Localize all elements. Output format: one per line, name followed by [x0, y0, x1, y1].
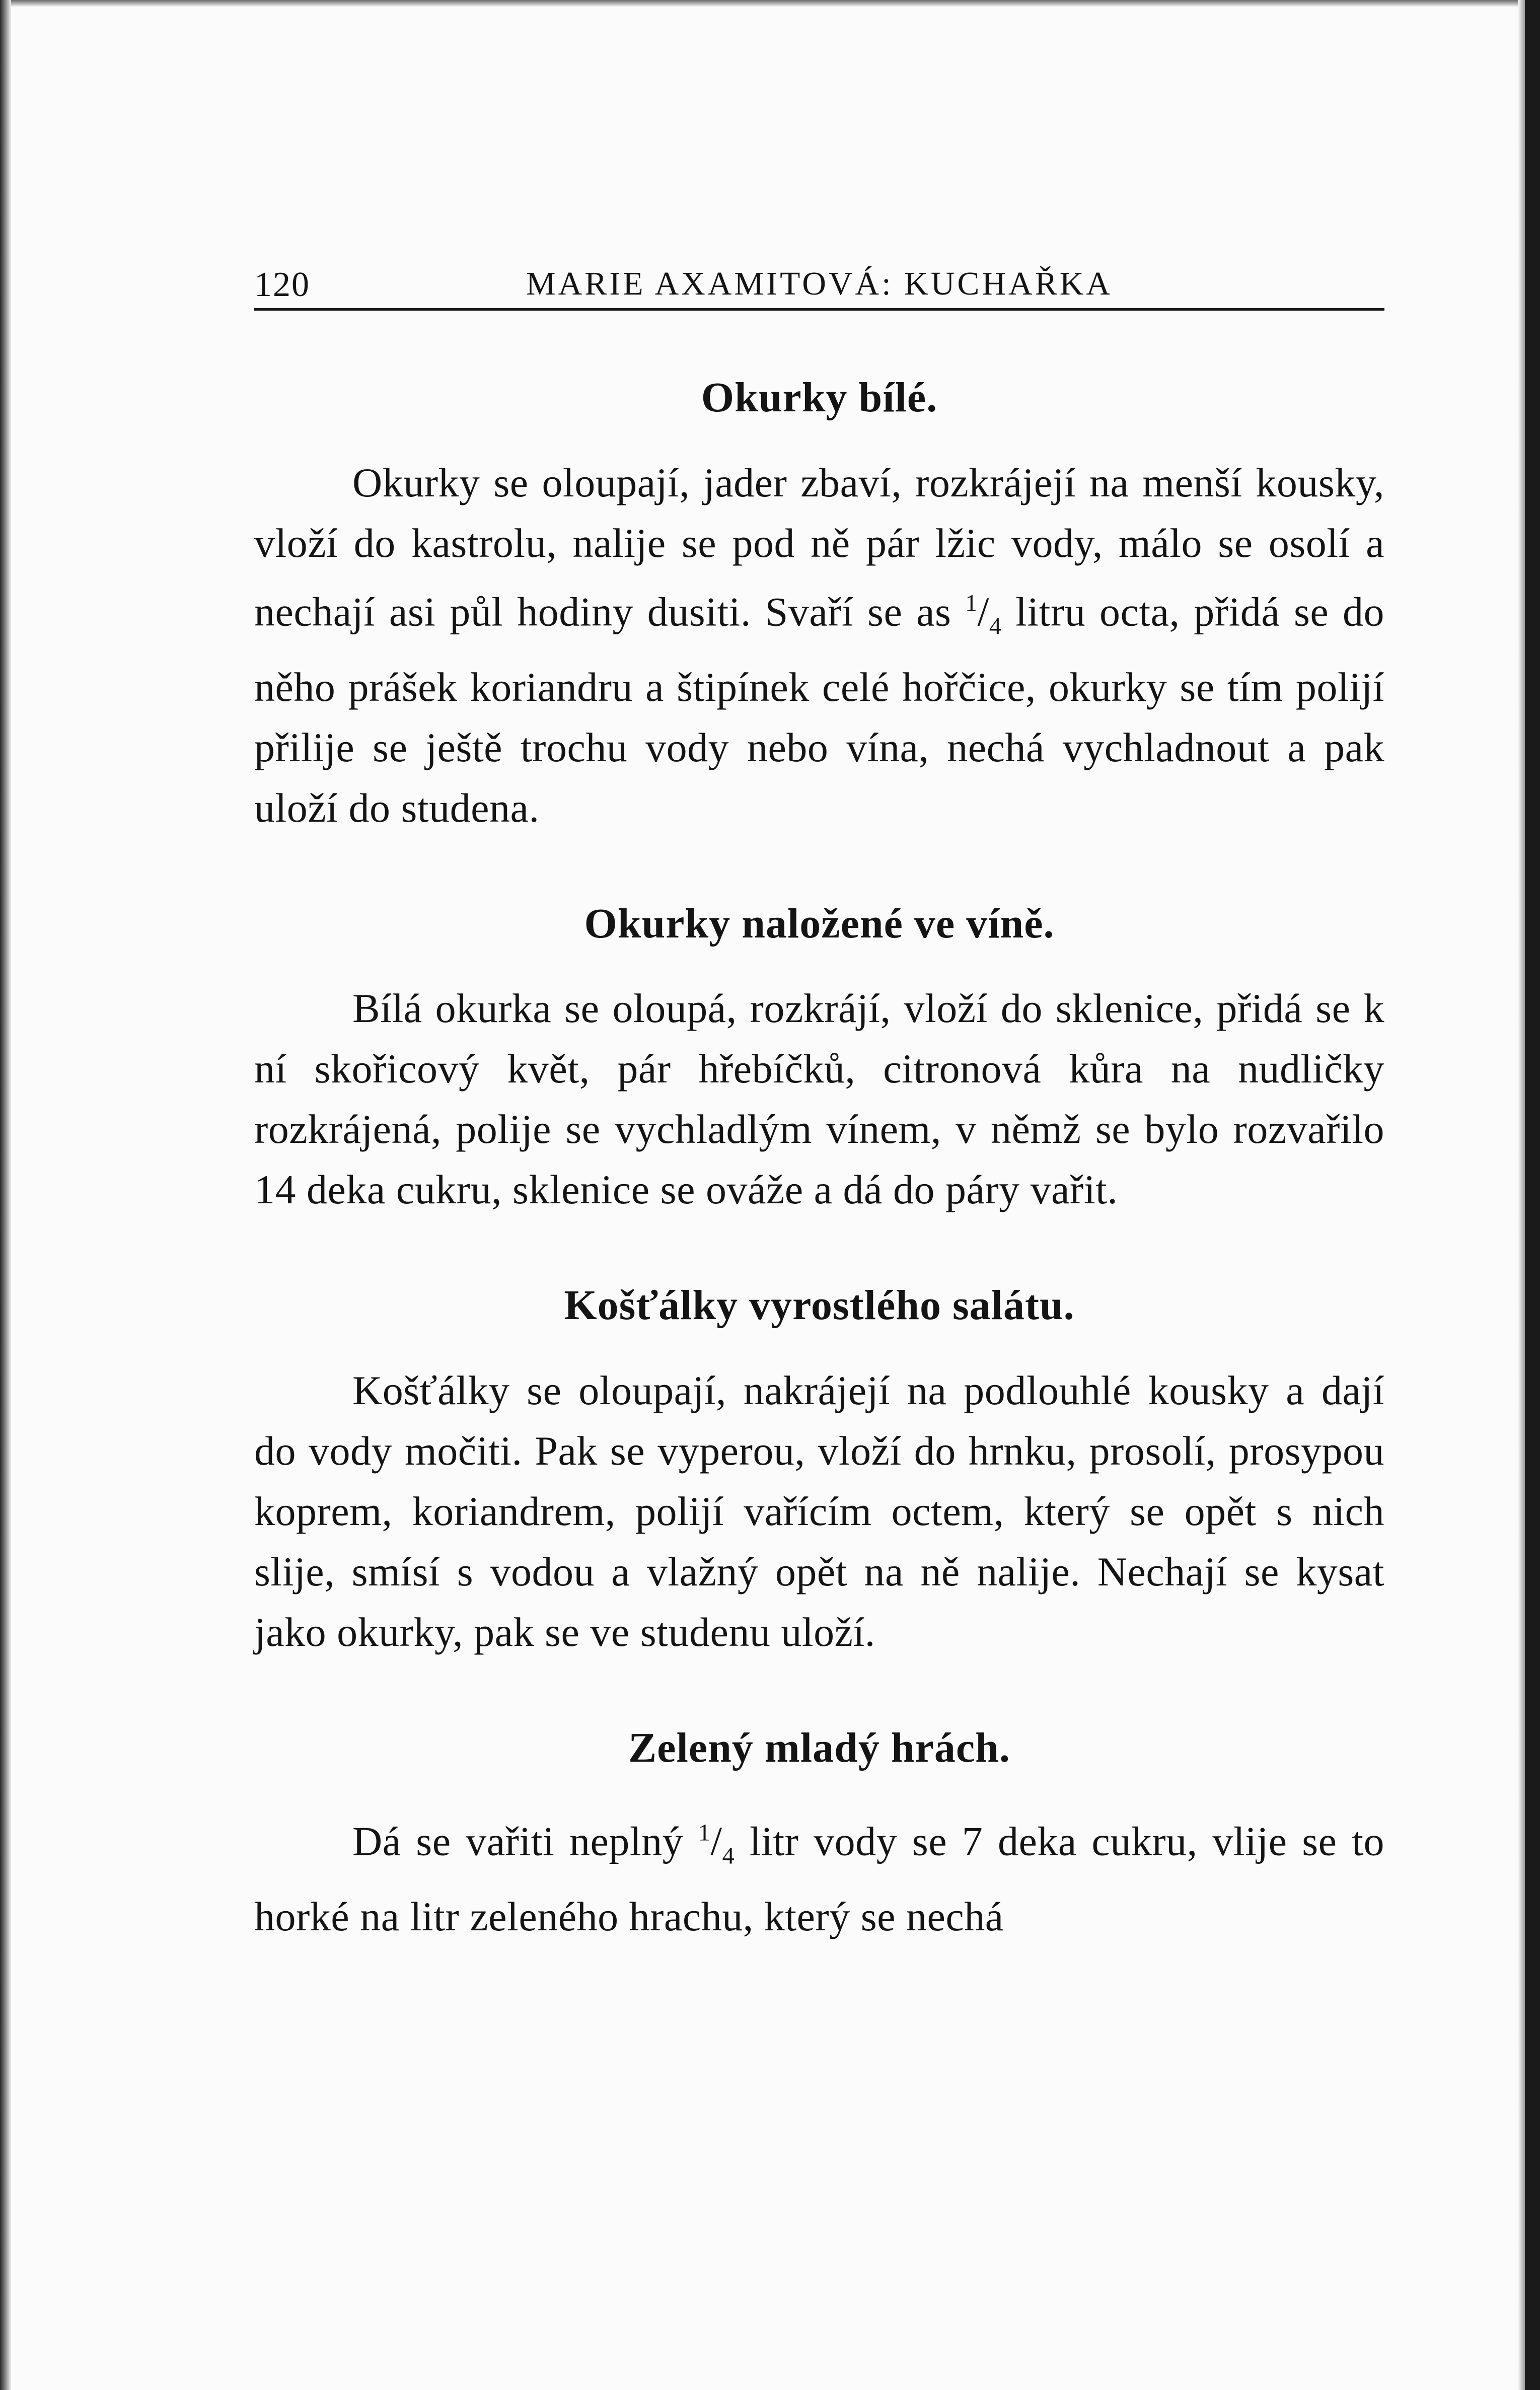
- page-content: [254, 373, 1384, 1947]
- fraction-quarter: [698, 1818, 735, 1869]
- recipe-title: Zelený mladý hrách.: [628, 1724, 1010, 1772]
- recipe-okurky-bile: [254, 373, 1384, 838]
- fraction-numerator: 1: [965, 590, 978, 617]
- recipe-okurky-nalozene: [254, 899, 1384, 1220]
- page-top-edge: [0, 0, 1540, 7]
- recipe-title: Košťálky vyrostlého salátu.: [564, 1282, 1075, 1329]
- fraction-numerator: 1: [698, 1819, 711, 1846]
- recipe-text-part: Dá se vařiti neplný: [352, 1818, 698, 1864]
- page-right-edge: [1525, 0, 1540, 2390]
- recipe-title: Okurky bílé.: [701, 374, 938, 421]
- running-header: [254, 260, 1384, 310]
- recipe-title: Okurky naložené ve víně.: [584, 900, 1055, 947]
- fraction-slash: /: [977, 589, 989, 635]
- fraction-slash: /: [710, 1818, 722, 1864]
- recipe-body: [254, 453, 1384, 838]
- recipe-text-part: Okurky se oloupají, jader zbaví, rozkrájejí na menší kousky, vloží do kastrolu, nalije se pod ně pár lžic vody, málo se osolí a nechají asi půl hodiny dusiti. Svaří se as: [254, 459, 1384, 635]
- fraction-denominator: 4: [989, 613, 1002, 640]
- page-left-edge: [0, 0, 11, 2390]
- recipe-text-part: litr vody se 7 deka cukru, vlije se to horké na litr zeleného hrachu, který se nechá: [254, 1818, 1384, 1939]
- recipe-body: Košťálky se oloupají, nakrájejí na podlouhlé kousky a dají do vody močiti. Pak se vyperou, vloží do hrnku, prosolí, prosypou koprem, koriandrem, polijí vařícím octem, který se opět s nich slije, smísí s vodou a vlažný opět na ně nalije. Nechají se kysat jako okurky, pak se ve studenu uloží.: [254, 1367, 1384, 1655]
- running-title: MARIE AXAMITOVÁ: KUCHAŘKA: [526, 265, 1113, 302]
- fraction-denominator: 4: [722, 1842, 735, 1869]
- recipe-zeleny-hrach: [254, 1723, 1384, 1947]
- page-right-shadow: [1518, 0, 1525, 2390]
- recipe-text-part: litru octa, přidá se do něho prášek koriandru a štipínek celé hořčice, okurky se tím polijí přilije se ještě trochu vody nebo vína, nechá vychladnout a pak uloží do studena.: [254, 589, 1384, 831]
- recipe-body: [254, 1803, 1384, 1947]
- recipe-body: Bílá okurka se oloupá, rozkrájí, vloží do sklenice, přidá se k ní skořicový květ, pár hřebíčků, citronová kůra na nudličky rozkrájená, polije se vychladlým vínem, v němž se bylo rozvařilo 14 deka cukru, sklenice se ováže a dá do páry vařit.: [254, 985, 1384, 1213]
- header-rule: [254, 308, 1384, 311]
- page-number: 120: [254, 265, 310, 304]
- recipe-kostalky: [254, 1280, 1384, 1662]
- fraction-quarter: [965, 589, 1002, 640]
